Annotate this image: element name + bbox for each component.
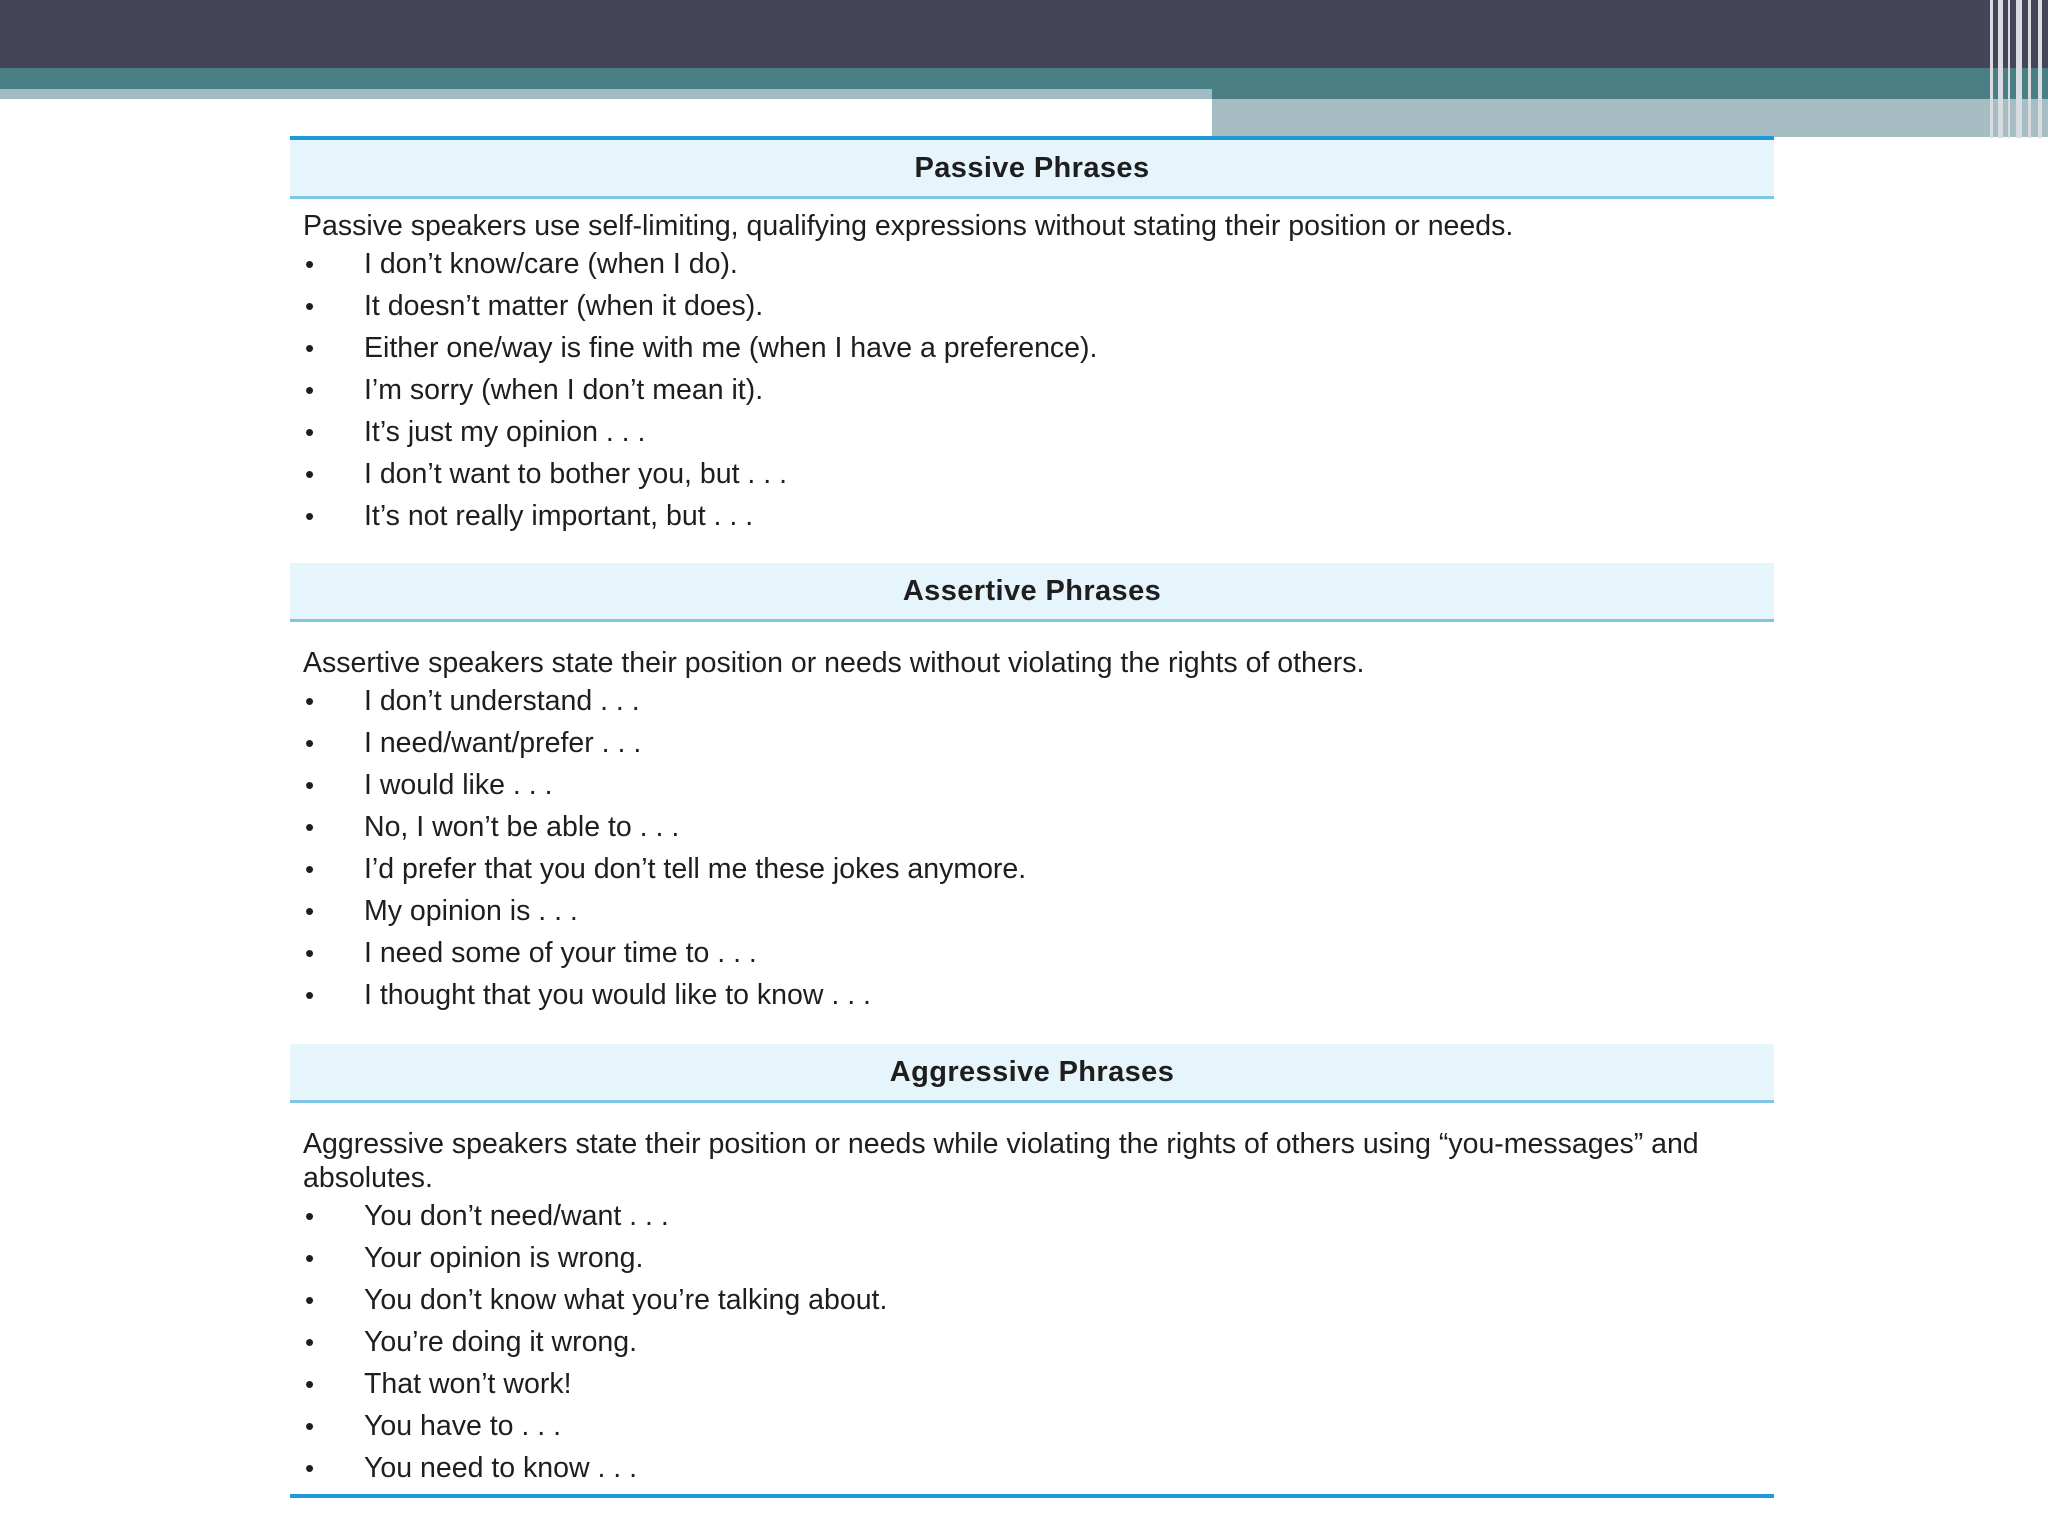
bullet-icon: • bbox=[305, 1453, 315, 1483]
header-band-dark bbox=[0, 0, 2048, 68]
phrase-list-aggressive bbox=[303, 1195, 1774, 1489]
bullet-icon: • bbox=[305, 938, 315, 968]
bullet-icon: • bbox=[305, 1201, 315, 1231]
bullet-icon: • bbox=[305, 1285, 315, 1315]
list-item: • It’s not really important, but . . . bbox=[303, 495, 1774, 537]
phrase-list-passive bbox=[303, 243, 1774, 537]
bullet-icon: • bbox=[305, 333, 315, 363]
bullet-icon: • bbox=[305, 1243, 315, 1273]
list-item: • I don’t know/care (when I do). bbox=[303, 243, 1774, 285]
list-item: • I would like . . . bbox=[303, 764, 1774, 806]
bullet-icon: • bbox=[305, 980, 315, 1010]
bullet-icon: • bbox=[305, 770, 315, 800]
list-item: • I thought that you would like to know . . . bbox=[303, 974, 1774, 1016]
list-item: • I don’t want to bother you, but . . . bbox=[303, 453, 1774, 495]
list-item: • You don’t need/want . . . bbox=[303, 1195, 1774, 1237]
list-item: • You don’t know what you’re talking about. bbox=[303, 1279, 1774, 1321]
list-item: • Your opinion is wrong. bbox=[303, 1237, 1774, 1279]
bullet-icon: • bbox=[305, 812, 315, 842]
section-header-aggressive: Aggressive Phrases bbox=[290, 1044, 1774, 1103]
bullet-icon: • bbox=[305, 1411, 315, 1441]
bullet-icon: • bbox=[305, 375, 315, 405]
section-intro-assertive: Assertive speakers state their position or needs without violating the rights of others. bbox=[303, 647, 1365, 679]
list-item: • You’re doing it wrong. bbox=[303, 1321, 1774, 1363]
list-item: • No, I won’t be able to . . . bbox=[303, 806, 1774, 848]
list-item: • I need/want/prefer . . . bbox=[303, 722, 1774, 764]
section-header-assertive: Assertive Phrases bbox=[290, 563, 1774, 622]
section-body-assertive bbox=[290, 622, 1774, 1044]
phrases-table bbox=[290, 136, 1774, 1489]
table-bottom-rule bbox=[290, 1494, 1774, 1498]
bullet-icon: • bbox=[305, 417, 315, 447]
phrase-list-assertive bbox=[303, 680, 1774, 1016]
list-item: • I don’t understand . . . bbox=[303, 680, 1774, 722]
list-item: • That won’t work! bbox=[303, 1363, 1774, 1405]
list-item: • It’s just my opinion . . . bbox=[303, 411, 1774, 453]
list-item: • I’m sorry (when I don’t mean it). bbox=[303, 369, 1774, 411]
bullet-icon: • bbox=[305, 1327, 315, 1357]
bullet-icon: • bbox=[305, 249, 315, 279]
bullet-icon: • bbox=[305, 854, 315, 884]
section-intro-aggressive: Aggressive speakers state their position or needs while violating the rights of others using “you-messages” and absolutes. bbox=[303, 1128, 1699, 1194]
header-band-light-right bbox=[1212, 99, 2048, 137]
header-notch bbox=[0, 99, 1212, 137]
list-item: • Either one/way is fine with me (when I have a preference). bbox=[303, 327, 1774, 369]
bullet-icon: • bbox=[305, 728, 315, 758]
bullet-icon: • bbox=[305, 896, 315, 926]
bullet-icon: • bbox=[305, 686, 315, 716]
bullet-icon: • bbox=[305, 291, 315, 321]
bullet-icon: • bbox=[305, 459, 315, 489]
header-stripes bbox=[1988, 0, 2048, 138]
list-item: • You need to know . . . bbox=[303, 1447, 1774, 1489]
list-item: • I need some of your time to . . . bbox=[303, 932, 1774, 974]
section-body-passive bbox=[290, 199, 1774, 563]
list-item: • I’d prefer that you don’t tell me these jokes anymore. bbox=[303, 848, 1774, 890]
header-band-light-left bbox=[0, 89, 1212, 99]
list-item: • You have to . . . bbox=[303, 1405, 1774, 1447]
section-header-passive: Passive Phrases bbox=[290, 140, 1774, 199]
bullet-icon: • bbox=[305, 501, 315, 531]
list-item: • My opinion is . . . bbox=[303, 890, 1774, 932]
list-item: • It doesn’t matter (when it does). bbox=[303, 285, 1774, 327]
section-body-aggressive bbox=[290, 1103, 1774, 1489]
bullet-icon: • bbox=[305, 1369, 315, 1399]
section-intro-passive: Passive speakers use self-limiting, qualifying expressions without stating their position or needs. bbox=[303, 210, 1514, 242]
